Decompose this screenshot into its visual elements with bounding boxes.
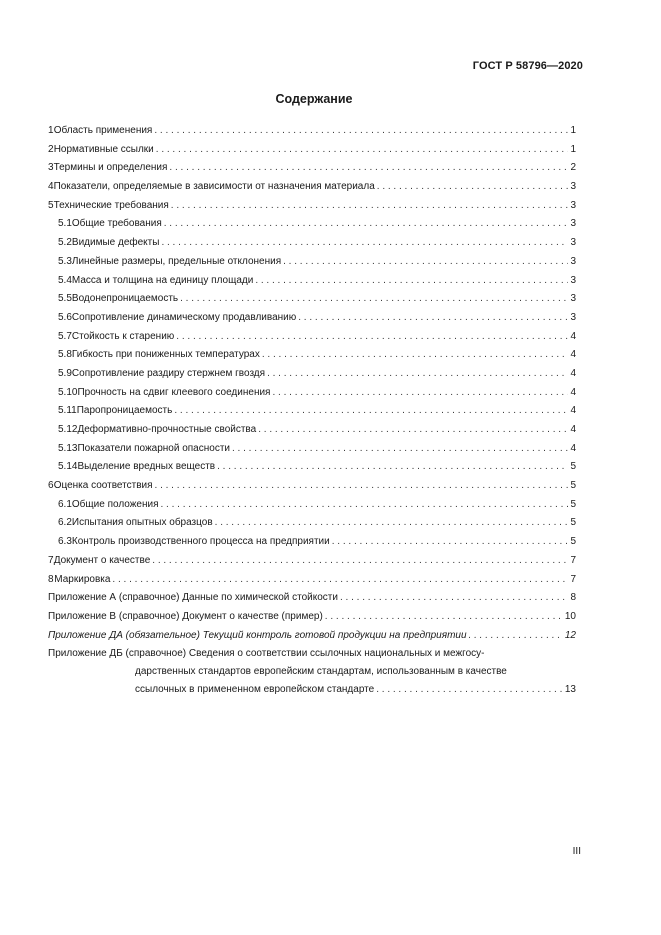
toc-entry-label: Область применения: [53, 125, 153, 136]
toc-entry-label: Оценка соответствия: [53, 480, 153, 492]
toc-entry-page: 1: [570, 143, 576, 155]
toc-entry-label: Гибкость при пониженных температурах: [71, 349, 260, 361]
toc-entry-page: 4: [570, 386, 576, 398]
toc-entry[interactable]: [48, 346, 576, 365]
toc-entry[interactable]: [48, 533, 576, 552]
toc-entry-number: 5: [48, 199, 54, 211]
dot-leader: [340, 589, 568, 608]
toc-entry-page: 8: [570, 592, 576, 604]
toc-entry-page: 10: [564, 610, 576, 622]
toc-entry-number: 3: [48, 162, 54, 174]
toc-entry-label: Термины и определения: [53, 162, 168, 174]
toc-entry[interactable]: [48, 197, 576, 216]
toc-entry-page: 3: [570, 237, 576, 249]
toc-entry-label-last-line: [48, 681, 576, 699]
toc-entry[interactable]: [48, 608, 576, 627]
toc-entry-page: 7: [570, 554, 576, 566]
toc-entry[interactable]: [48, 627, 576, 646]
dot-leader: [154, 122, 568, 141]
dot-leader: [377, 178, 569, 197]
toc-entry-page: 5: [570, 461, 576, 473]
toc-entry-page: 12: [564, 629, 576, 641]
toc-entry-number: 5.2: [58, 237, 72, 249]
toc-entry-page: 7: [570, 573, 576, 585]
toc-entry[interactable]: [48, 290, 576, 309]
toc-entry-label: Общие требования: [71, 218, 162, 230]
toc-entry-label: Приложение В (справочное) Документ о качестве (пример): [48, 610, 323, 622]
toc-entry-page: 4: [570, 367, 576, 379]
dot-leader: [156, 141, 569, 160]
document-code: ГОСТ Р 58796—2020: [472, 60, 583, 72]
dot-leader: [332, 533, 569, 552]
dot-leader: [298, 309, 568, 328]
dot-leader: [215, 514, 569, 533]
toc-entry-number: 4: [48, 181, 54, 193]
dot-leader: [255, 272, 568, 291]
toc-entry-label: Масса и толщина на единицу площади: [71, 274, 254, 286]
toc-entry[interactable]: [48, 440, 576, 459]
toc-entry-number: 6.1: [58, 498, 72, 510]
dot-leader: [169, 159, 568, 178]
toc-entry-label: Паропроницаемость: [76, 405, 173, 417]
table-of-contents: [48, 122, 576, 699]
toc-entry-label: Нормативные ссылки: [53, 143, 154, 155]
toc-entry-page: 5: [570, 536, 576, 548]
page-number: III: [572, 846, 581, 857]
toc-entry-page: 5: [570, 480, 576, 492]
dot-leader: [164, 215, 569, 234]
toc-entry-page: 3: [570, 181, 576, 193]
toc-entry-number: 5.9: [58, 367, 72, 379]
toc-entry-label-text: ссылочных в примененном европейском стандарте: [135, 684, 375, 696]
dot-leader: [112, 571, 568, 590]
toc-entry-number: 8: [48, 573, 54, 585]
toc-entry-label-continued: дарственных стандартов европейским стандартам, использованным в качестве: [135, 666, 507, 678]
dot-leader: [171, 197, 569, 216]
toc-entry-label: Показатели пожарной опасности: [77, 442, 230, 454]
toc-entry-label: Общие положения: [71, 498, 159, 510]
toc-entry-page: 4: [570, 330, 576, 342]
toc-entry-number: 5.6: [58, 311, 72, 323]
dot-leader: [283, 253, 568, 272]
toc-entry-number: 6: [48, 480, 54, 492]
toc-entry-number: 5.5: [58, 293, 72, 305]
dot-leader: [217, 458, 568, 477]
toc-entry-label: Технические требования: [53, 199, 169, 211]
toc-entry-label: Сопротивление динамическому продавливанию: [71, 311, 297, 323]
toc-entry-number: 5.8: [58, 349, 72, 361]
toc-entry-label: Испытания опытных образцов: [71, 517, 213, 529]
toc-entry-number: 5.3: [58, 255, 72, 267]
toc-entry-number: 6.2: [58, 517, 72, 529]
dot-leader: [176, 328, 568, 347]
toc-entry-number: 5.12: [58, 424, 78, 435]
toc-entry[interactable]: [48, 234, 576, 253]
toc-entry-number: 1: [48, 125, 54, 136]
toc-entry-page: 3: [570, 293, 576, 305]
dot-leader: [258, 421, 568, 440]
toc-entry-page: 3: [570, 311, 576, 323]
toc-entry-label: Водонепроницаемость: [71, 293, 179, 305]
toc-entry-page: 4: [570, 442, 576, 454]
toc-entry-number: 5.7: [58, 330, 72, 342]
toc-entry-label: Контроль производственного процесса на предприятии: [71, 536, 330, 548]
toc-entry-number: 5.1: [58, 218, 72, 230]
toc-entry[interactable]: [48, 215, 576, 234]
toc-entry[interactable]: [48, 309, 576, 328]
toc-entry-page: 5: [570, 517, 576, 529]
toc-entry[interactable]: [48, 421, 576, 440]
toc-entry-label: Маркировка: [54, 573, 111, 585]
toc-entry-page: 3: [570, 255, 576, 267]
toc-entry[interactable]: [48, 253, 576, 272]
toc-entry[interactable]: [48, 159, 576, 178]
dot-leader: [152, 552, 568, 571]
dot-leader: [161, 496, 569, 515]
dot-leader: [174, 402, 568, 421]
dot-leader: [469, 627, 563, 646]
toc-entry[interactable]: [48, 384, 576, 403]
dot-leader: [376, 681, 563, 699]
toc-entry[interactable]: [48, 552, 576, 571]
toc-entry[interactable]: [48, 589, 576, 608]
dot-leader: [325, 608, 563, 627]
toc-entry[interactable]: [48, 122, 576, 141]
toc-entry-number: 7: [48, 554, 54, 566]
dot-leader: [232, 440, 568, 459]
dot-leader: [272, 384, 568, 403]
toc-entry-page: 3: [570, 218, 576, 230]
toc-entry[interactable]: [48, 514, 576, 533]
toc-entry-label: Линейные размеры, предельные отклонения: [71, 255, 282, 267]
toc-entry-number: 5.11: [58, 405, 77, 417]
toc-entry-label: Прочность на сдвиг клеевого соединения: [77, 386, 271, 398]
toc-entry[interactable]: [48, 272, 576, 291]
dot-leader: [262, 346, 569, 365]
toc-entry-page: 4: [570, 349, 576, 361]
toc-entry[interactable]: [48, 328, 576, 347]
toc-entry[interactable]: [48, 458, 576, 477]
toc-entry-label: Приложение А (справочное) Данные по химической стойкости: [48, 592, 338, 604]
toc-entry-page: 4: [570, 424, 576, 435]
toc-entry[interactable]: [48, 365, 576, 384]
toc-entry[interactable]: [48, 402, 576, 421]
toc-entry-page: 2: [570, 162, 576, 174]
dot-leader: [267, 365, 568, 384]
toc-entry-page: 4: [570, 405, 576, 417]
toc-entry-label: Видимые дефекты: [71, 237, 160, 249]
toc-entry-label: Показатели, определяемые в зависимости от назначения материала: [53, 181, 375, 193]
toc-entry[interactable]: [48, 178, 576, 197]
toc-entry-page: 5: [570, 498, 576, 510]
toc-entry-label: Стойкость к старению: [71, 330, 175, 342]
toc-entry-appendix-db[interactable]: [48, 645, 576, 699]
toc-entry-page: 1: [570, 125, 576, 136]
toc-entry-label: Документ о качестве: [53, 554, 151, 566]
toc-entry-number: 5.14: [58, 461, 78, 473]
toc-entry[interactable]: [48, 477, 576, 496]
toc-entry-label: Деформативно-прочностные свойства: [77, 424, 257, 435]
toc-entry-number: 2: [48, 143, 54, 155]
page-title: Содержание: [275, 92, 353, 106]
dot-leader: [155, 477, 569, 496]
toc-entry-page: 13: [564, 684, 576, 696]
toc-entry-label: Выделение вредных веществ: [77, 461, 216, 473]
toc-entry-label: Приложение ДБ (справочное) Сведения о соответствии ссылочных национальных и межгосу-: [48, 648, 485, 660]
toc-entry-label: Приложение ДА (обязательное) Текущий контроль готовой продукции на предприятии: [48, 629, 467, 641]
dot-leader: [161, 234, 568, 253]
dot-leader: [180, 290, 568, 309]
toc-entry[interactable]: [48, 496, 576, 515]
toc-entry-label: Сопротивление раздиру стержнем гвоздя: [71, 367, 266, 379]
toc-entry[interactable]: [48, 571, 576, 590]
toc-entry-number: 5.10: [58, 386, 78, 398]
toc-entry-number: 5.13: [58, 442, 78, 454]
toc-entry-page: 3: [570, 199, 576, 211]
toc-entry-number: 5.4: [58, 274, 72, 286]
toc-entry-page: 3: [570, 274, 576, 286]
toc-entry[interactable]: [48, 141, 576, 160]
toc-entry-number: 6.3: [58, 536, 72, 548]
